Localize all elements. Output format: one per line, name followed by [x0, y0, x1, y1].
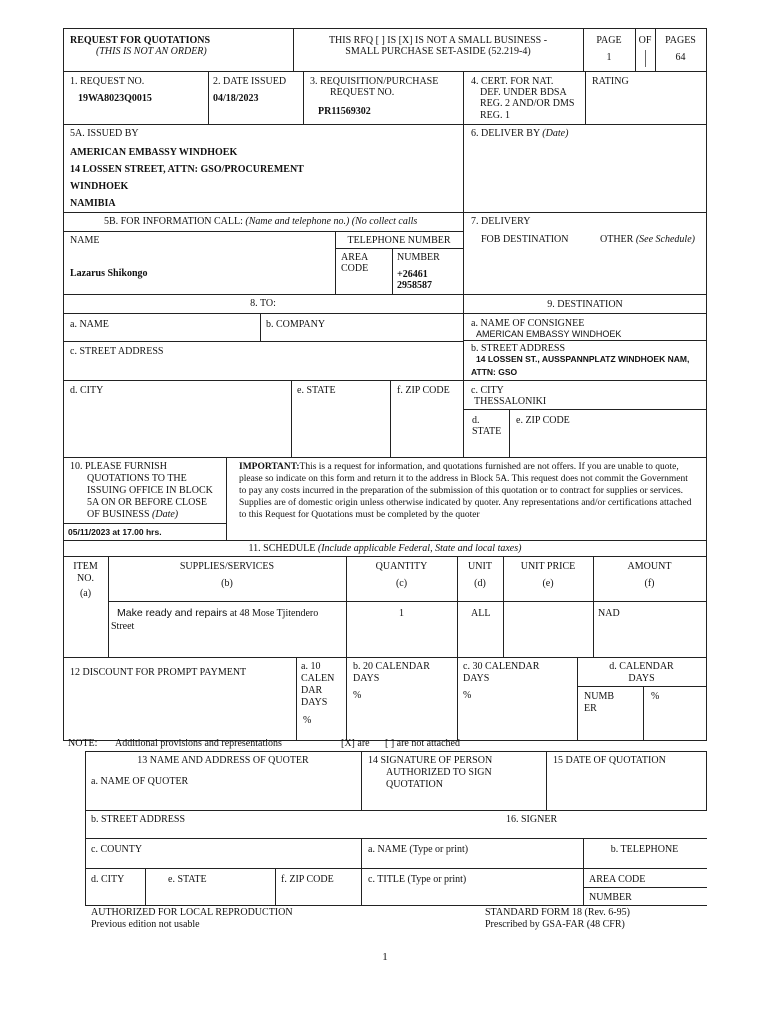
date-issued: 04/18/2023 — [213, 93, 259, 104]
rule — [63, 124, 707, 125]
area-code-label-2: CODE — [341, 263, 369, 274]
discount-c-1: c. 30 CALENDAR — [463, 661, 540, 672]
rule — [346, 657, 347, 741]
signer-label: 16. SIGNER — [506, 814, 558, 825]
furnish-line3: ISSUING OFFICE IN BLOCK — [87, 485, 213, 496]
rule — [63, 313, 707, 314]
area-code-label: AREA — [341, 252, 369, 263]
row-unit: ALL — [471, 608, 491, 619]
page-number: 1 — [382, 951, 388, 963]
info-call-label: 5B. FOR INFORMATION CALL: (Name and telephone no.) (No collect calls — [104, 216, 418, 227]
rule — [63, 380, 707, 381]
quoter-label: 13 NAME AND ADDRESS OF QUOTER — [137, 755, 309, 766]
col-item-label-2: NO. — [77, 573, 94, 584]
row-quantity: 1 — [399, 608, 404, 619]
rule — [63, 457, 707, 458]
number-label: NUMBER — [397, 252, 440, 263]
rule — [583, 887, 707, 888]
footer-prescribed-by: Prescribed by GSA-FAR (48 CFR) — [485, 919, 625, 930]
rating-label: RATING — [592, 76, 629, 87]
rule — [577, 686, 707, 687]
rule — [85, 838, 707, 839]
signature-label-3: QUOTATION — [386, 779, 443, 790]
rule — [63, 294, 707, 295]
furnish-line5: OF BUSINESS (Date) — [87, 509, 179, 520]
rule — [85, 905, 707, 906]
to-state-label: e. STATE — [297, 385, 336, 396]
signer-area-code-label: AREA CODE — [589, 874, 646, 885]
rule — [63, 28, 64, 741]
discount-a-1: a. 10 — [301, 661, 321, 672]
signer-name-label: a. NAME (Type or print) — [368, 844, 469, 855]
signer-number-label: NUMBER — [589, 892, 632, 903]
col-unit-label: UNIT — [468, 561, 492, 572]
rule — [361, 751, 362, 810]
rule — [392, 248, 393, 294]
dest-zip-label: e. ZIP CODE — [516, 415, 570, 426]
request-no-label: 1. REQUEST NO. — [70, 76, 145, 87]
quoter-street-label: b. STREET ADDRESS — [91, 814, 185, 825]
dest-state-label: d. — [472, 415, 480, 426]
form-title: REQUEST FOR QUOTATIONS — [70, 35, 211, 46]
col-unit-sub: (d) — [474, 578, 486, 589]
discount-a-3: DAR — [301, 685, 323, 696]
note-not-attached: [ ] are not attached — [385, 738, 460, 749]
col-amount-sub: (f) — [644, 578, 655, 589]
signature-label: 14 SIGNATURE OF PERSON — [368, 755, 493, 766]
to-company-label: b. COMPANY — [266, 319, 326, 330]
rule — [85, 868, 707, 869]
rule — [63, 540, 707, 541]
furnish-line4: 5A ON OR BEFORE CLOSE — [87, 497, 208, 508]
rule — [463, 409, 707, 410]
dest-street-1: 14 LOSSEN ST., AUSSPANNPLATZ WINDHOEK NAM, — [476, 354, 690, 364]
rule — [108, 601, 707, 602]
requisition-no: PR11569302 — [318, 106, 371, 117]
rule — [208, 71, 209, 124]
signature-label-2: AUTHORIZED TO SIGN — [386, 767, 492, 778]
dest-city: THESSALONIKI — [474, 396, 547, 407]
info-name-label: NAME — [70, 235, 100, 246]
note-text: Additional provisions and representations — [115, 738, 282, 749]
delivery-label: 7. DELIVERY — [471, 216, 531, 227]
discount-a-pct: % — [303, 715, 312, 726]
requisition-label: 3. REQUISITION/PURCHASE — [310, 76, 439, 87]
pages-value: 64 — [675, 52, 686, 63]
contact-number-1: +26461 — [397, 269, 428, 280]
page-label: PAGE — [596, 35, 622, 46]
signer-telephone-label: b. TELEPHONE — [610, 844, 679, 855]
rule — [585, 71, 586, 124]
contact-name: Lazarus Shikongo — [70, 268, 148, 279]
note-are: [X] are — [341, 738, 370, 749]
to-zip-label: f. ZIP CODE — [397, 385, 450, 396]
rule — [463, 71, 464, 457]
quote-deadline: 05/11/2023 at 17.00 hrs. — [68, 527, 162, 537]
footer-previous-edition: Previous edition not usable — [91, 919, 200, 930]
rule — [63, 212, 707, 213]
quoter-state-label: e. STATE — [168, 874, 207, 885]
footer-standard-form: STANDARD FORM 18 (Rev. 6-95) — [485, 907, 630, 918]
to-street-label: c. STREET ADDRESS — [70, 346, 164, 357]
quoter-city-label: d. CITY — [91, 874, 125, 885]
discount-d-2: DAYS — [628, 673, 655, 684]
discount-c-pct: % — [463, 690, 472, 701]
pages-label: PAGES — [665, 35, 696, 46]
cert-label-3: REG. 2 AND/OR DMS — [480, 98, 575, 109]
quoter-county-label: c. COUNTY — [91, 844, 143, 855]
col-item-sub: (a) — [79, 588, 92, 599]
rule — [335, 248, 463, 249]
rule — [291, 380, 292, 457]
furnish-line1: 10. PLEASE FURNISH — [70, 461, 167, 472]
footer-authorized: AUTHORIZED FOR LOCAL REPRODUCTION — [91, 907, 293, 918]
discount-b-pct: % — [353, 690, 362, 701]
rule — [85, 751, 86, 905]
to-label: 8. TO: — [250, 298, 276, 309]
quoter-zip-label: f. ZIP CODE — [281, 874, 334, 885]
rule — [63, 231, 463, 232]
rule — [706, 28, 707, 741]
rule — [296, 657, 297, 741]
dest-city-label: c. CITY — [471, 385, 504, 396]
deliver-by-label: 6. DELIVER BY (Date) — [471, 128, 569, 139]
discount-d-1: d. CALENDAR — [609, 661, 674, 672]
discount-b-2: DAYS — [353, 673, 380, 684]
page-value: 1 — [606, 52, 612, 63]
cert-label-1: 4. CERT. FOR NAT. — [471, 76, 554, 87]
discount-label: 12 DISCOUNT FOR PROMPT PAYMENT — [70, 667, 247, 678]
col-supplies-label: SUPPLIES/SERVICES — [179, 561, 275, 572]
to-city-label: d. CITY — [70, 385, 104, 396]
rule — [463, 340, 707, 341]
furnish-line2: QUOTATIONS TO THE — [87, 473, 187, 484]
rule — [643, 686, 644, 741]
issued-by-line2: 14 LOSSEN STREET, ATTN: GSO/PROCUREMENT — [70, 164, 304, 175]
row-description: Make ready and repairs at 48 Mose Tjitendero — [117, 607, 319, 619]
consignee-label: a. NAME OF CONSIGNEE — [471, 318, 585, 329]
rule — [260, 313, 261, 341]
rule — [546, 751, 547, 810]
col-quantity-sub: (c) — [395, 578, 408, 589]
rfq-setaside-line1: THIS RFQ [ ] IS [X] IS NOT A SMALL BUSINESS - — [328, 35, 548, 46]
col-unit-price-sub: (e) — [542, 578, 554, 589]
important-notice: IMPORTANT:This is a request for information, and quotations furnished are not offers. If you are unable to quote, please so indicate on this form and return it to the address in Block 5A. This request does not commit the Government to pay any costs incurred in the preparation of the submission of this quotation or to contract for supplies or services. Supplies are of domestic origin unless otherwise indicated by quoter. Any representations and/or certifications attached to this Request for Quotations must be completed by the quoter — [239, 462, 692, 520]
rule — [706, 751, 707, 810]
date-of-quotation-label: 15 DATE OF QUOTATION — [553, 755, 666, 766]
issued-by-line1: AMERICAN EMBASSY WINDHOEK — [70, 147, 238, 158]
of-label: OF — [638, 35, 652, 46]
date-issued-label: 2. DATE ISSUED — [213, 76, 287, 87]
col-item-label: ITEM — [73, 561, 98, 572]
rule — [63, 341, 463, 342]
delivery-other: OTHER (See Schedule) — [600, 234, 695, 245]
cert-label-4: REG. 1 — [480, 110, 510, 121]
col-supplies-sub: (b) — [221, 578, 233, 589]
rule — [390, 380, 391, 457]
col-amount-label: AMOUNT — [627, 561, 672, 572]
contact-number-2: 2958587 — [397, 280, 432, 291]
rule — [361, 838, 362, 905]
rule — [226, 457, 227, 540]
issued-by-label: 5A. ISSUED BY — [70, 128, 139, 139]
telephone-label: TELEPHONE NUMBER — [347, 235, 451, 246]
rule — [63, 71, 707, 72]
rule — [63, 28, 707, 29]
row-amount: NAD — [598, 608, 620, 619]
rule — [63, 556, 707, 557]
destination-label: 9. DESTINATION — [547, 299, 623, 310]
rule — [63, 523, 226, 524]
discount-a-2: CALEN — [301, 673, 335, 684]
dest-street-2: ATTN: GSO — [471, 367, 518, 377]
discount-d-pct: % — [651, 691, 660, 702]
rule — [145, 868, 146, 905]
quoter-name-label: a. NAME OF QUOTER — [91, 776, 189, 787]
form-subtitle: (THIS IS NOT AN ORDER) — [96, 46, 207, 57]
rule — [457, 657, 458, 741]
request-no: 19WA8023Q0015 — [78, 93, 152, 104]
discount-a-4: DAYS — [301, 697, 328, 708]
consignee-name: AMERICAN EMBASSY WINDHOEK — [476, 329, 622, 339]
fob-destination: FOB DESTINATION — [481, 234, 569, 245]
rule — [63, 657, 707, 658]
issued-by-line3: WINDHOEK — [70, 181, 129, 192]
dest-state-label-2: STATE — [472, 426, 502, 437]
rule — [509, 409, 510, 457]
discount-d-numb-2: ER — [584, 703, 597, 714]
discount-c-2: DAYS — [463, 673, 490, 684]
rule — [85, 810, 707, 811]
schedule-label: 11. SCHEDULE (Include applicable Federal, State and local taxes) — [248, 543, 522, 554]
to-name-label: a. NAME — [70, 319, 109, 330]
rule — [275, 868, 276, 905]
discount-d-numb: NUMB — [584, 691, 615, 702]
requisition-label-2: REQUEST NO. — [330, 87, 395, 98]
rule — [303, 71, 304, 124]
note-label: NOTE: — [68, 738, 98, 749]
rule — [85, 751, 707, 752]
cert-label-2: DEF. UNDER BDSA — [480, 87, 567, 98]
row-description-2: Street — [111, 621, 135, 632]
col-unit-price-label: UNIT PRICE — [520, 561, 576, 572]
issued-by-line4: NAMIBIA — [70, 198, 116, 209]
rfq-setaside-line2: SMALL PURCHASE SET-ASIDE (52.219-4) — [345, 46, 531, 57]
discount-b-1: b. 20 CALENDAR — [353, 661, 430, 672]
dest-street-label: b. STREET ADDRESS — [471, 343, 565, 354]
col-quantity-label: QUANTITY — [375, 561, 428, 572]
of-mark — [645, 50, 646, 67]
signer-title-label: c. TITLE (Type or print) — [368, 874, 467, 885]
